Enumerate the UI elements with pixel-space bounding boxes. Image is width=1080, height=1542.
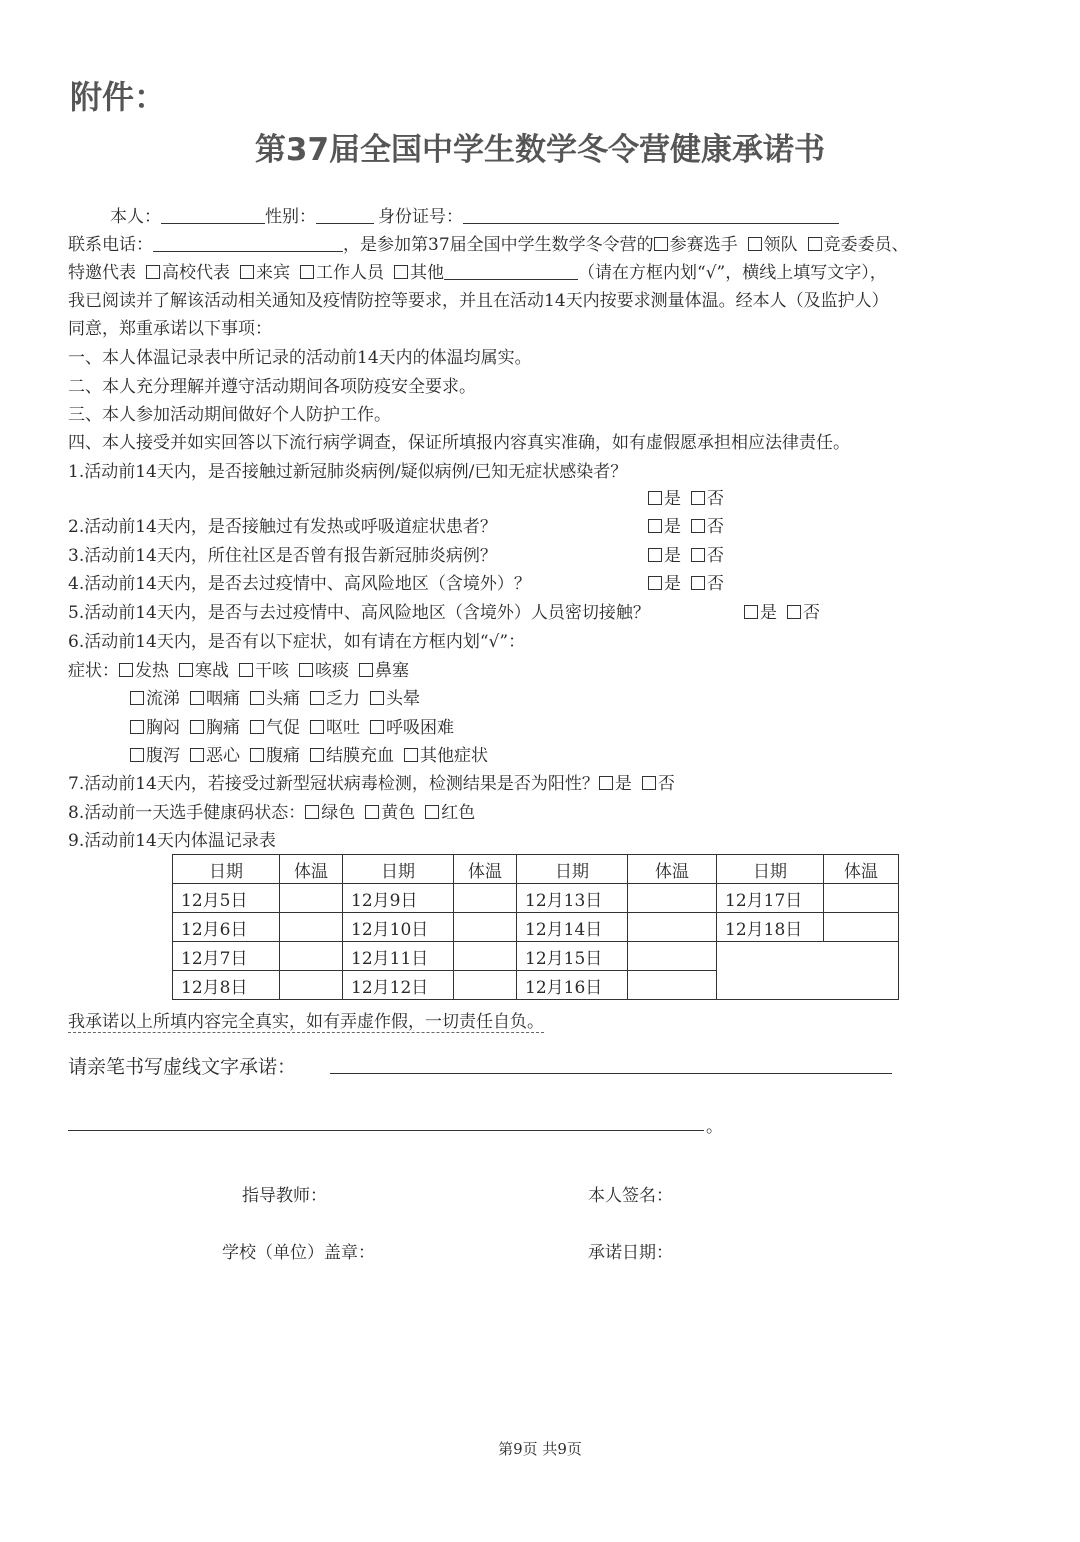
health-code-red-checkbox[interactable] xyxy=(425,805,439,819)
role-committee: 竞委委员、 xyxy=(823,235,909,255)
temp-cell[interactable] xyxy=(454,971,517,1000)
q2-yes-checkbox[interactable] xyxy=(648,519,662,533)
temp-cell[interactable] xyxy=(454,913,517,942)
symptom-label: 咽痛 xyxy=(206,689,240,709)
date-label: 承诺日期： xyxy=(588,1243,673,1263)
no-label: 否 xyxy=(657,774,675,794)
header-date: 日期 xyxy=(517,855,628,884)
health-code-green: 绿色 xyxy=(321,803,356,823)
no-label: 否 xyxy=(803,603,820,623)
health-code-red: 红色 xyxy=(441,803,476,823)
symptoms-row-2 xyxy=(130,688,420,710)
signature-label: 本人签名： xyxy=(588,1186,673,1206)
symptom-checkbox[interactable] xyxy=(130,720,144,734)
date-cell: 12月18日 xyxy=(717,913,824,942)
temp-cell[interactable] xyxy=(628,971,717,1000)
symptom-checkbox[interactable] xyxy=(310,720,324,734)
symptom-label: 咳痰 xyxy=(315,661,349,681)
period-mark: 。 xyxy=(706,1117,723,1137)
symptom-label: 结膜充血 xyxy=(326,746,394,766)
symptom-label: 流涕 xyxy=(146,689,180,709)
temp-cell[interactable] xyxy=(628,942,717,971)
gender-field[interactable] xyxy=(316,207,374,224)
header-temp: 体温 xyxy=(628,855,717,884)
handwrite-label: 请亲笔书写虚线文字承诺： xyxy=(68,1056,297,1078)
role-leader: 领队 xyxy=(763,235,798,255)
role-university: 高校代表 xyxy=(162,263,230,283)
symptom-checkbox[interactable] xyxy=(239,663,253,677)
phone-label: 联系电话： xyxy=(68,235,153,255)
symptom-checkbox[interactable] xyxy=(190,748,204,762)
header-temp: 体温 xyxy=(280,855,343,884)
temp-cell[interactable] xyxy=(280,971,343,1000)
question-1: 1.活动前14天内，是否接触过新冠肺炎病例/疑似病例/已知无症状感染者？ xyxy=(68,462,628,482)
symptom-label: 呕吐 xyxy=(326,718,360,738)
header-temp: 体温 xyxy=(824,855,899,884)
q4-answer xyxy=(648,573,724,595)
promise-3: 三、本人参加活动期间做好个人防护工作。 xyxy=(68,405,391,425)
q7-no-checkbox[interactable] xyxy=(642,776,656,790)
symptom-checkbox[interactable] xyxy=(310,748,324,762)
temp-cell[interactable] xyxy=(280,884,343,913)
yes-label: 是 xyxy=(664,574,681,594)
symptom-label: 寒战 xyxy=(195,661,229,681)
promise-2: 二、本人充分理解并遵守活动期间各项防疫安全要求。 xyxy=(68,377,476,397)
symptom-checkbox[interactable] xyxy=(250,691,264,705)
header-temp: 体温 xyxy=(454,855,517,884)
acknowledgement-line: 我已阅读并了解该活动相关通知及疫情防控等要求，并且在活动14天内按要求测量体温。经本人（及监护人） xyxy=(68,291,889,311)
q7-yes-checkbox[interactable] xyxy=(599,776,613,790)
date-cell: 12月7日 xyxy=(173,942,280,971)
checkbox-staff[interactable] xyxy=(300,265,314,279)
handwrite-line-2[interactable] xyxy=(68,1130,704,1131)
question-4: 4.活动前14天内，是否去过疫情中、高风险地区（含境外）？ xyxy=(68,574,531,594)
health-code-yellow: 黄色 xyxy=(381,803,416,823)
attachment-label: 附件： xyxy=(70,78,167,116)
no-label: 否 xyxy=(707,574,724,594)
symptom-checkbox[interactable] xyxy=(119,663,133,677)
yes-label: 是 xyxy=(664,546,681,566)
header-date: 日期 xyxy=(173,855,280,884)
question-6: 6.活动前14天内，是否有以下症状，如有请在方框内划“√”： xyxy=(68,632,526,652)
instruction-note: （请在方框内划“√”，横线上填写文字）， xyxy=(578,263,887,283)
role-contestant: 参赛选手 xyxy=(669,235,738,255)
temp-cell[interactable] xyxy=(454,884,517,913)
symptom-checkbox[interactable] xyxy=(299,663,313,677)
q1-no-checkbox[interactable] xyxy=(691,491,705,505)
role-guest-rep: 特邀代表 xyxy=(68,263,136,283)
question-8-text: 8.活动前一天选手健康码状态： xyxy=(68,803,306,823)
symptom-label: 胸闷 xyxy=(146,718,180,738)
temperature-table xyxy=(172,854,899,1000)
date-cell: 12月10日 xyxy=(343,913,454,942)
consent-line: 同意，郑重承诺以下事项： xyxy=(68,319,272,339)
pledge-statement xyxy=(68,1011,544,1033)
symptom-checkbox[interactable] xyxy=(179,663,193,677)
question-8 xyxy=(68,802,475,824)
q5-no-checkbox[interactable] xyxy=(787,605,801,619)
no-label: 否 xyxy=(707,489,724,509)
header-date: 日期 xyxy=(717,855,824,884)
symptom-label: 鼻塞 xyxy=(375,661,409,681)
date-cell: 12月14日 xyxy=(517,913,628,942)
name-label: 本人： xyxy=(110,207,161,227)
q5-answer xyxy=(744,602,820,624)
symptom-checkbox[interactable] xyxy=(130,691,144,705)
symptom-checkbox[interactable] xyxy=(359,663,373,677)
identity-line xyxy=(110,206,839,228)
temp-cell[interactable] xyxy=(824,913,899,942)
phone-field[interactable] xyxy=(153,235,343,252)
date-cell: 12月9日 xyxy=(343,884,454,913)
yes-label: 是 xyxy=(664,517,681,537)
question-7 xyxy=(68,773,675,795)
q1-yes-checkbox[interactable] xyxy=(648,491,662,505)
date-cell: 12月11日 xyxy=(343,942,454,971)
promise-4: 四、本人接受并如实回答以下流行病学调查，保证所填报内容真实准确，如有虚假愿承担相应法律责任。 xyxy=(68,433,850,453)
symptoms-row-3 xyxy=(130,717,454,739)
symptom-label: 头痛 xyxy=(266,689,300,709)
date-cell: 12月15日 xyxy=(517,942,628,971)
pledge-text: 我承诺以上所填内容完全真实，如有弄虚作假，一切责任自负。 xyxy=(68,1012,544,1032)
id-number-field[interactable] xyxy=(463,207,839,224)
q3-no-checkbox[interactable] xyxy=(691,548,705,562)
question-5: 5.活动前14天内，是否与去过疫情中、高风险地区（含境外）人员密切接触？ xyxy=(68,603,650,623)
table-row xyxy=(173,913,899,942)
role-visitor: 来宾 xyxy=(256,263,290,283)
symptoms-row-4 xyxy=(130,745,488,767)
temp-cell[interactable] xyxy=(628,884,717,913)
temp-cell[interactable] xyxy=(824,884,899,913)
date-cell: 12月8日 xyxy=(173,971,280,1000)
symptom-label: 气促 xyxy=(266,718,300,738)
q2-answer xyxy=(648,516,724,538)
participation-text: ，是参加第37届全国中学生数学冬令营的 xyxy=(343,235,654,255)
q3-answer xyxy=(648,545,724,567)
date-cell: 12月16日 xyxy=(517,971,628,1000)
q1-answer xyxy=(648,488,724,510)
role-staff: 工作人员 xyxy=(316,263,384,283)
symptom-checkbox[interactable] xyxy=(130,748,144,762)
promise-1: 一、本人体温记录表中所记录的活动前14天内的体温均属实。 xyxy=(68,348,532,368)
other-role-field[interactable] xyxy=(444,263,578,280)
question-3: 3.活动前14天内，所住社区是否曾有报告新冠肺炎病例？ xyxy=(68,546,497,566)
symptoms-row-1 xyxy=(68,660,409,682)
symptom-checkbox[interactable] xyxy=(404,748,418,762)
yes-label: 是 xyxy=(614,774,632,794)
header-date: 日期 xyxy=(343,855,454,884)
symptom-checkbox[interactable] xyxy=(310,691,324,705)
symptom-checkbox[interactable] xyxy=(190,720,204,734)
symptom-label: 腹痛 xyxy=(266,746,300,766)
no-label: 否 xyxy=(707,546,724,566)
q4-yes-checkbox[interactable] xyxy=(648,576,662,590)
date-cell: 12月12日 xyxy=(343,971,454,1000)
symptom-checkbox[interactable] xyxy=(190,691,204,705)
temp-cell[interactable] xyxy=(454,942,517,971)
yes-label: 是 xyxy=(664,489,681,509)
temp-cell[interactable] xyxy=(628,913,717,942)
table-row xyxy=(173,884,899,913)
no-label: 否 xyxy=(707,517,724,537)
symptom-label: 其他症状 xyxy=(420,746,488,766)
symptom-label: 头晕 xyxy=(386,689,420,709)
checkbox-contestant[interactable] xyxy=(654,237,668,251)
symptom-label: 呼吸困难 xyxy=(386,718,454,738)
checkbox-leader[interactable] xyxy=(748,237,762,251)
symptom-label: 干咳 xyxy=(255,661,289,681)
symptom-checkbox[interactable] xyxy=(250,720,264,734)
symptom-checkbox[interactable] xyxy=(370,720,384,734)
role-other: 其他 xyxy=(410,263,444,283)
handwrite-line-1[interactable] xyxy=(330,1073,892,1074)
page-footer: 第9页 共9页 xyxy=(498,1440,582,1458)
date-cell: 12月17日 xyxy=(717,884,824,913)
symptom-label: 胸痛 xyxy=(206,718,240,738)
gender-label: 性别： xyxy=(265,207,316,227)
symptom-label: 恶心 xyxy=(206,746,240,766)
date-cell: 12月6日 xyxy=(173,913,280,942)
symptom-label: 乏力 xyxy=(326,689,360,709)
q4-no-checkbox[interactable] xyxy=(691,576,705,590)
date-cell: 12月13日 xyxy=(517,884,628,913)
q2-no-checkbox[interactable] xyxy=(691,519,705,533)
date-cell: 12月5日 xyxy=(173,884,280,913)
checkbox-committee[interactable] xyxy=(808,237,822,251)
temp-cell[interactable] xyxy=(280,942,343,971)
health-code-yellow-checkbox[interactable] xyxy=(365,805,379,819)
checkbox-other[interactable] xyxy=(394,265,408,279)
question-2: 2.活动前14天内，是否接触过有发热或呼吸道症状患者？ xyxy=(68,517,497,537)
symptom-checkbox[interactable] xyxy=(370,691,384,705)
yes-label: 是 xyxy=(760,603,777,623)
symptom-label: 发热 xyxy=(135,661,169,681)
checkbox-visitor[interactable] xyxy=(240,265,254,279)
table-header-row xyxy=(173,855,899,884)
checkbox-university[interactable] xyxy=(146,265,160,279)
table-row xyxy=(173,942,899,971)
seal-label: 学校（单位）盖章： xyxy=(222,1243,375,1263)
question-9: 9.活动前14天内体温记录表 xyxy=(68,831,276,851)
health-code-green-checkbox[interactable] xyxy=(305,805,319,819)
symptoms-label: 症状： xyxy=(68,661,119,681)
question-7-text: 7.活动前14天内，若接受过新型冠状病毒检测，检测结果是否为阳性？ xyxy=(68,774,599,794)
q3-yes-checkbox[interactable] xyxy=(648,548,662,562)
phone-line xyxy=(68,234,909,256)
symptom-checkbox[interactable] xyxy=(250,748,264,762)
teacher-label: 指导教师： xyxy=(242,1186,327,1206)
roles-line xyxy=(68,262,887,284)
q5-yes-checkbox[interactable] xyxy=(744,605,758,619)
document-title: 第37届全国中学生数学冬令营健康承诺书 xyxy=(254,132,826,168)
empty-merged-cell xyxy=(717,942,899,1000)
symptom-label: 腹泻 xyxy=(146,746,180,766)
id-label: 身份证号： xyxy=(378,207,463,227)
name-field[interactable] xyxy=(161,207,265,224)
temp-cell[interactable] xyxy=(280,913,343,942)
